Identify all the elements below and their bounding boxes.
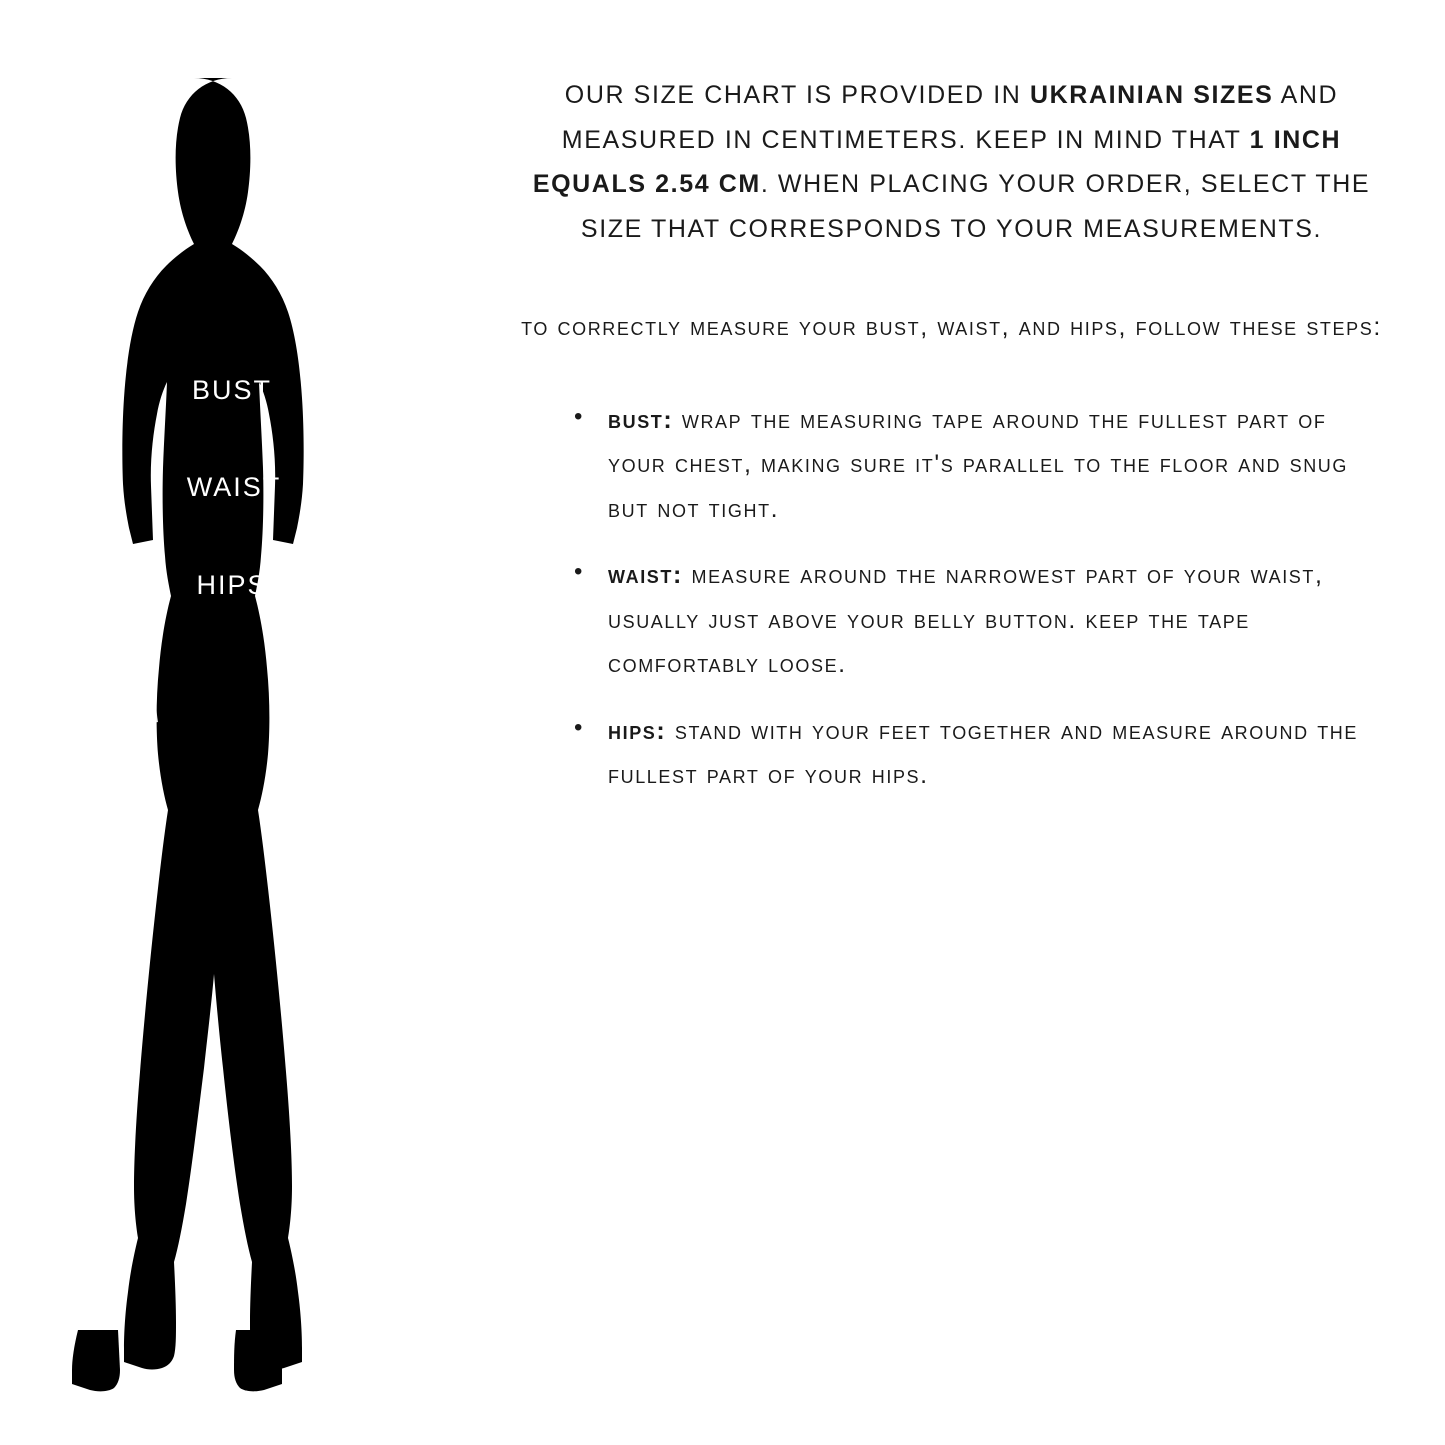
step-text-hips: stand with your feet together and measure around the fullest part of your hips. bbox=[608, 716, 1359, 789]
instructions-lead: to correctly measure your bust, waist, and hips, follow these steps: bbox=[521, 313, 1382, 341]
step-term-bust: bust: bbox=[608, 405, 674, 434]
intro-line-1: OUR SIZE CHART IS PROVIDED IN bbox=[564, 81, 1030, 109]
intro-strong-ukrainian-sizes: UKRAINIAN SIZES bbox=[1029, 81, 1274, 109]
figure-label-bust: BUST bbox=[191, 375, 273, 405]
step-term-hips: hips: bbox=[608, 716, 667, 745]
text-column bbox=[500, 0, 1445, 1445]
figure-label-hips: HIPS bbox=[196, 570, 268, 600]
measurement-steps-list bbox=[518, 398, 1385, 798]
body-silhouette-icon bbox=[0, 0, 500, 1445]
step-text-bust: wrap the measuring tape around the fullest part of your chest, making sure it's parallel to the floor and snug but not tight. bbox=[608, 405, 1349, 523]
list-item-waist bbox=[574, 553, 1385, 687]
list-item-hips bbox=[574, 709, 1385, 798]
intro-paragraph bbox=[518, 73, 1385, 251]
intro-line-3: . WHEN PLACING YOUR ORDER, SELECT THE SIZE THAT CORRESPONDS TO YOUR MEASUREMENTS. bbox=[580, 170, 1371, 243]
figure-column bbox=[0, 0, 500, 1445]
step-term-waist: waist: bbox=[608, 561, 683, 589]
intro-strong-inch-conversion: 1 INCH EQUALS 2.54 CM bbox=[532, 125, 1342, 198]
step-text-waist: measure around the narrowest part of your waist, usually just above your belly button. keep the tape comfortably loose. bbox=[608, 561, 1324, 678]
list-item-bust bbox=[574, 398, 1385, 532]
intro-line-2: AND MEASURED IN CENTIMETERS. KEEP IN MIND THAT bbox=[561, 81, 1339, 154]
figure-label-waist: WAIST bbox=[186, 472, 282, 502]
